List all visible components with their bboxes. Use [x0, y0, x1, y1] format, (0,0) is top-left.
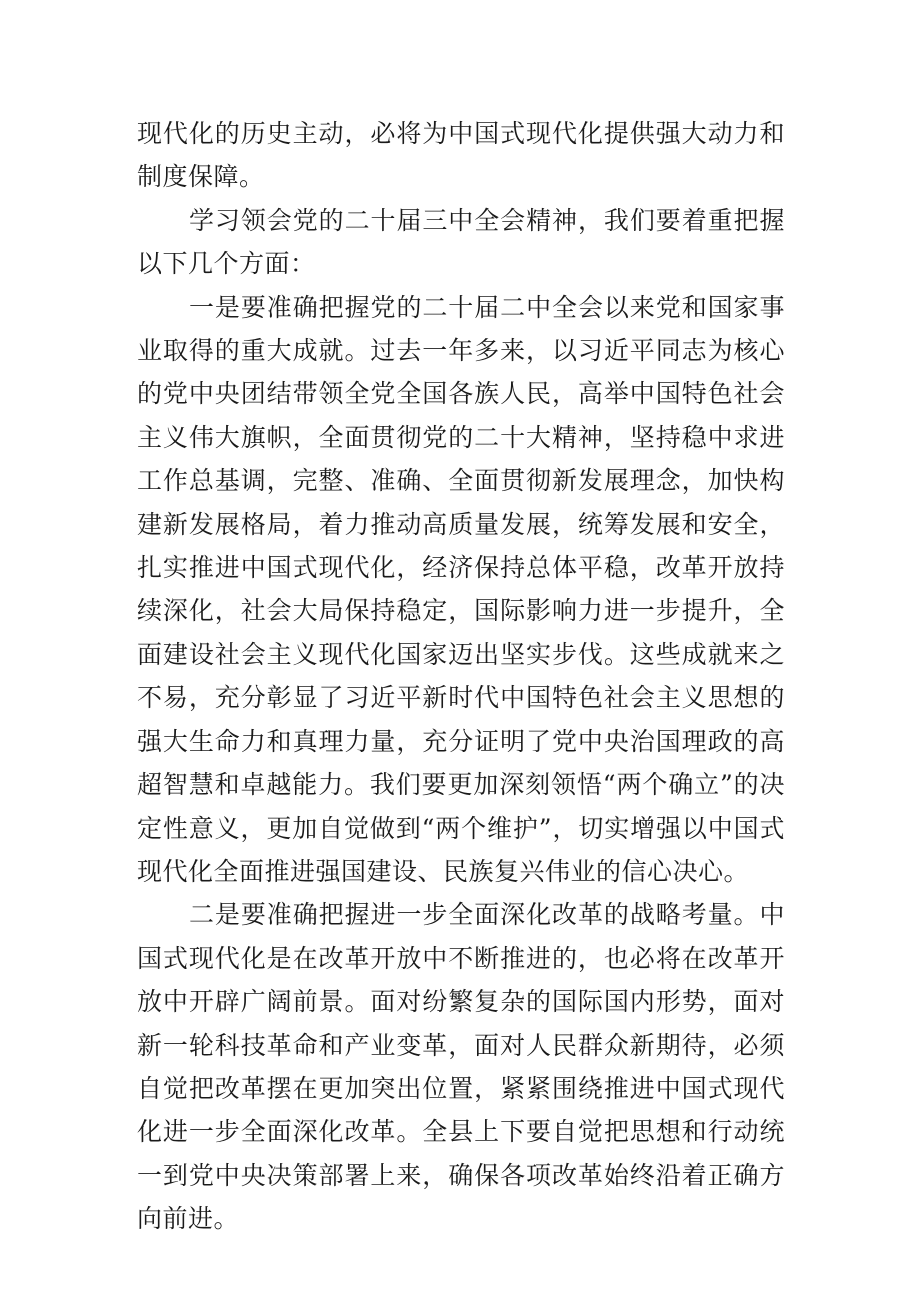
paragraph-continuation: 现代化的历史主动，必将为中国式现代化提供强大动力和制度保障。: [137, 119, 785, 192]
paragraph-intro: 学习领会党的二十届三中全会精神，我们要着重把握以下几个方面：: [137, 205, 785, 279]
document-body: [137, 112, 785, 1241]
paragraph-point-one: 一是要准确把握党的二十届二中全会以来党和国家事业取得的重大成就。过去一年多来，以习近平同志为核心的党中央团结带领全党全国各族人民，高举中国特色社会主义伟大旗帜，全面贯彻党的二十大精神，坚持稳中求进工作总基调，完整、准确、全面贯彻新发展理念，加快构建新发展格局，着力推动高质量发展，统筹发展和安全，扎实推进中国式现代化，经济保持总体平稳，改革开放持续深化，社会大局保持稳定，国际影响力进一步提升，全面建设社会主义现代化国家迈出坚实步伐。这些成就来之不易，充分彰显了习近平新时代中国特色社会主义思想的强大生命力和真理力量，充分证明了党中央治国理政的高超智慧和卓越能力。我们要更加深刻领悟“两个确立”的决定性意义，更加自觉做到“两个维护”，切实增强以中国式现代化全面推进强国建设、民族复兴伟业的信心决心。: [137, 292, 785, 886]
paragraph-point-two: 二是要准确把握进一步全面深化改革的战略考量。中国式现代化是在改革开放中不断推进的，也必将在改革开放中开辟广阔前景。面对纷繁复杂的国际国内形势，面对新一轮科技革命和产业变革，面对人民群众新期待，必须自觉把改革摆在更加突出位置，紧紧围绕推进中国式现代化进一步全面深化改革。全县上下要自觉把思想和行动统一到党中央决策部署上来，确保各项改革始终沿着正确方向前进。: [137, 900, 785, 1234]
